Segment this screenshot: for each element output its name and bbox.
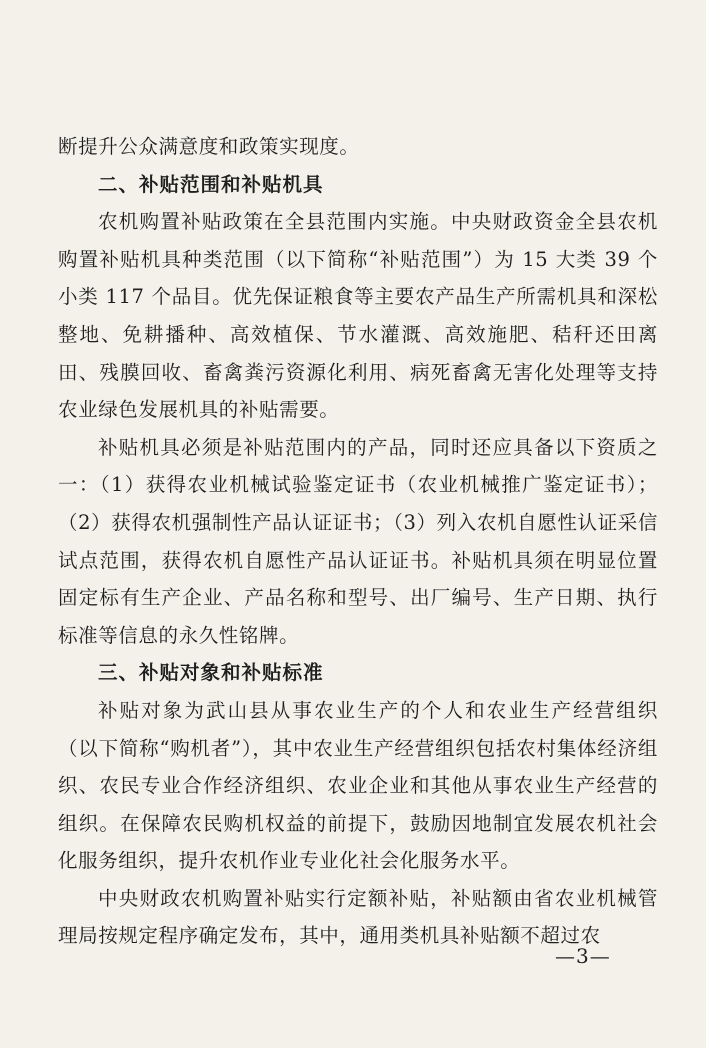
paragraph-subsidy-recipients: 补贴对象为武山县从事农业生产的个人和农业生产经营组织（以下简称“购机者”），其中农业生产经营组织包括农村集体经济组织、农民专业合作经济组织、农业企业和其他从事农业生产经营的组织。在保障农民购机权益的前提下，鼓励因地制宜发展农机社会化服务组织，提升农机作业专业化社会化服务水平。: [58, 698, 658, 873]
document-body: [58, 128, 658, 955]
paragraph-subsidy-machinery: 补贴机具必须是补贴范围内的产品，同时还应具备以下资质之一：（1）获得农业机械试验鉴定证书（农业机械推广鉴定证书）；（2）获得农机强制性产品认证证书；（3）列入农机自愿性认证采信试点范围，获得农机自愿性产品认证证书。补贴机具须在明显位置固定标有生产企业、产品名称和型号、出厂编号、生产日期、执行标准等信息的永久性铭牌。: [58, 435, 658, 647]
section-heading-2: 二、补贴范围和补贴机具: [98, 172, 324, 196]
page-number: —3—: [555, 944, 611, 968]
paragraph-subsidy-standard: 中央财政农机购置补贴实行定额补贴，补贴额由省农业机械管理局按规定程序确定发布，其中，通用类机具补贴额不超过农: [58, 886, 658, 948]
paragraph-subsidy-scope: 农机购置补贴政策在全县范围内实施。中央财政资金全县农机购置补贴机具种类范围（以下简称“补贴范围”）为 15 大类 39 个小类 117 个品目。优先保证粮食等主要农产品生产所需机具和深松整地、免耕播种、高效植保、节水灌溉、高效施肥、秸秆还田离田、残膜回收、畜禽粪污资源化利用、病死畜禽无害化处理等支持农业绿色发展机具的补贴需要。: [58, 210, 658, 422]
section-heading-3: 三、补贴对象和补贴标准: [98, 661, 324, 685]
paragraph-continuation: 断提升公众满意度和政策实现度。: [58, 135, 360, 158]
